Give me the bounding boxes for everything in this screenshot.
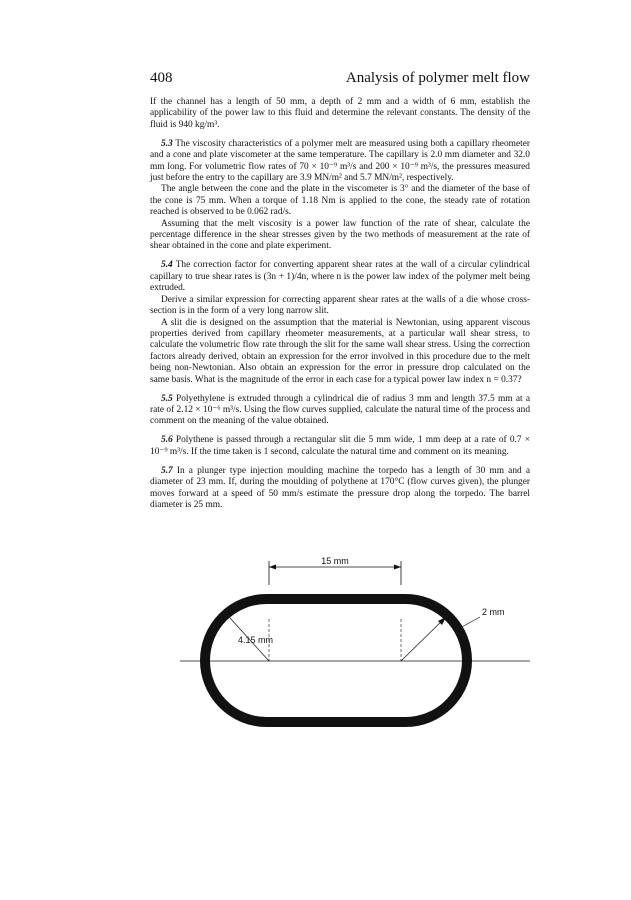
problem-number: 5.4	[161, 260, 173, 271]
running-title: Analysis of polymer melt flow	[345, 70, 530, 86]
problem-text: The correction factor for converting apparent shear rates at the wall of a circular cylindrical capillary to true shear rates is (3n + 1)/4n, where n is the power law index of the polymer melt being extruded.	[150, 260, 530, 294]
problem-5-5	[150, 394, 530, 428]
paragraph-intro: If the channel has a length of 50 mm, a depth of 2 mm and a width of 6 mm, establish the applicability of the power law to this fluid and determine the relevant constants. The density of the fluid is 940 kg/m³.	[150, 97, 530, 130]
paragraph-power-law: Assuming that the melt viscosity is a power law function of the rate of shear, calculate the percentage difference in the shear stresses given by the two methods of measurement at the rate of shear obtained in the cone and plate experiment.	[150, 218, 530, 252]
length-label: 15 mm	[321, 556, 349, 566]
problem-5-7	[150, 466, 530, 512]
radius-line-right	[401, 617, 446, 661]
problem-number: 5.6	[161, 435, 173, 446]
problem-number: 5.5	[161, 393, 173, 404]
body-text	[150, 97, 530, 519]
paragraph-derive: Derive a similar expression for correcting apparent shear rates at the walls of a die whose cross-section is in the form of a very long narrow slit.	[150, 294, 530, 317]
paragraph-slit-die: A slit die is designed on the assumption that the material is Newtonian, using apparent viscous properties derived from capillary rheometer measurements, at a particular wall shear stress, to calculate the volumetric flow rate through the slit for the same wall shear stress. Using the correction factors already derived, obtain an expression for the error involved in this procedure due to the melt being non-Newtonian. Also obtain an expression for the error in pressure drop calculated on the same basis. What is the magnitude of the error in each case for a typical power law index n = 0.37?	[150, 317, 530, 385]
radius-label: 4.15 mm	[238, 635, 274, 645]
problem-number: 5.3	[161, 138, 173, 149]
problem-text: Polyethylene is extruded through a cylindrical die of radius 3 mm and length 37.5 mm at a rate of 2.12 × 10⁻⁶ m³/s. Using the flow curves supplied, calculate the natural time of the process and comment on the meaning of the value obtained.	[150, 393, 531, 427]
paragraph-cone-plate: The angle between the cone and the plate in the viscometer is 3° and the diameter of the base of the cone is 75 mm. When a torque of 1.18 Nm is applied to the cone, the steady rate of rotation reached is observed to be 0.062 rad/s.	[150, 184, 530, 218]
problem-text: The viscosity characteristics of a polymer melt are measured using both a capillary rheometer and a cone and plate viscometer at the same temperature. The capillary is 2.0 mm diameter and 32.0 mm long. For volumetric flow rates of 70 × 10⁻⁹ m³/s and 200 × 10⁻⁹ m³/s, the pressures measured just before the entry to the capillary are 3.9 MN/m² and 5.7 MN/m², respectively.	[150, 138, 530, 184]
torpedo-cross-section-diagram	[180, 555, 540, 735]
problem-text: In a plunger type injection moulding machine the torpedo has a length of 30 mm and a diameter of 23 mm. If, during the moulding of polythene at 170°C (flow curves given), the plunger moves forward at a speed of 50 mm/s estimate the pressure drop along the torpedo. The barrel diameter is 25 mm.	[150, 465, 530, 510]
problem-number: 5.7	[161, 465, 173, 476]
problem-5-6	[150, 435, 530, 458]
problem-5-3	[150, 139, 530, 185]
annulus-outline	[205, 599, 467, 722]
thickness-leader	[460, 617, 480, 628]
page-header	[150, 70, 530, 92]
arrowhead-right	[394, 565, 401, 570]
arrowhead-left	[269, 565, 276, 570]
problem-text: Polythene is passed through a rectangular slit die 5 mm wide, 1 mm deep at a rate of 0.7 × 10⁻⁹ m³/s. If the time taken is 1 second, calculate the natural time and comment on its meaning.	[150, 435, 531, 457]
page-number: 408	[150, 70, 173, 86]
problem-5-4	[150, 260, 530, 294]
thickness-label: 2 mm	[482, 607, 505, 617]
